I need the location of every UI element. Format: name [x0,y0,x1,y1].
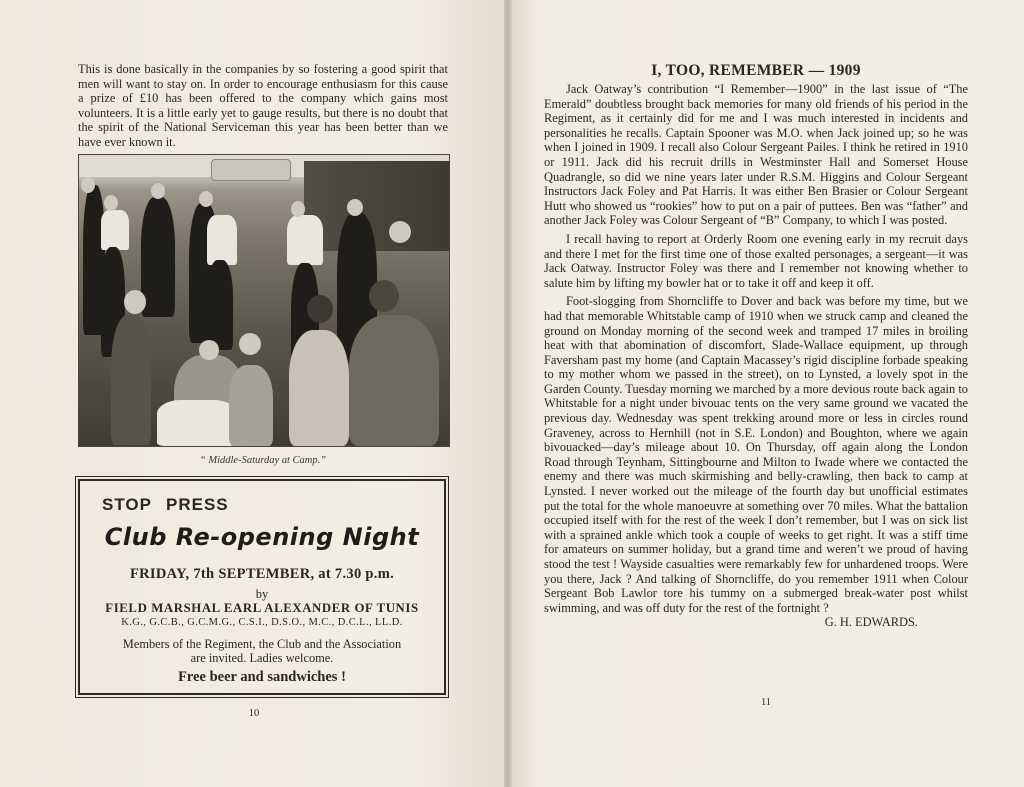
article-paragraph: Jack Oatway’s contribution “I Remember—1900” in the last issue of “The Emerald” doubtless brought back memories for many old friends of his period in the Regiment, as it certainly did for me and I was much interested in incidents and personalities he recalls. Captain Spooner was M.O. when Jack joined up; so he was when I joined in 1909. I recall also Colour Sergeant Pailes. I think he retired in 1910 or 1911. Jack did his recruit drills in Westminster Hall and Somerset House Quadrangle, so did we nine years later under R.S.M. Higgins and Colour Sergeant Instructors Jack Foley and Pat Harris. It was either Ben Brasier or Colour Sergeant Hutt who showed us “rookies” how to put on a pair of puttees. Ben was “father” and another Jack Foley was Colour Sergeant of “B” Company, to which I was posted. [544,82,968,228]
press-word: PRESS [165,495,229,514]
guest-name: FIELD MARSHAL EARL ALEXANDER OF TUNIS [105,601,419,615]
author-signature: G. H. EDWARDS. [824,615,918,630]
page-number-right: 11 [760,697,772,708]
article-title: I, TOO, REMEMBER — 1909 [651,62,861,79]
article-paragraph: I recall having to report at Orderly Room one evening early in my recruit days and there I met for the first time one of those exalted personages, a sergeant—it was Jack Oatway. Instructor Foley was there and I remember not knowing whether to salute him by lifting my bowler hat or to take it off and keep it off. [544,231,968,290]
by-line: by [255,587,269,601]
stop-press-title [102,495,229,515]
stop-press-notice [78,479,446,695]
photo-caption: “ Middle-Saturday at Camp.” [199,455,327,466]
left-page [0,0,508,787]
article-body [544,82,968,630]
book-gutter [504,0,512,787]
invitation-line-2: are invited. Ladies welcome. [190,651,334,665]
article-paragraph-text: Foot-slogging from Shorncliffe to Dover and back was before my time, but we had that memorable Whitstable camp of 1910 when we struck camp and cleaned the ground on Monday morning of the second week and tramped 17 miles in broiling heat with that abomination of discomfort, Slade-Wallace equipment, up through Faversham past my home (and Captain Macassey’s rigid discipline forbade speaking to my mother whom we passed in the street), on to Lynsted, a lovely spot in the Garden County. Tuesday morning we marched by a more devious route back again to Whitstable for a night under bivouac tents on the very same ground we vacated the previous day. Wednesday was spent trekking around more or less in circles round Graveney, across to Hernhill (not in S.E. London) and Boughton, where we again bivouacked—day’s mileage about 10. On Thursday, off again along the London Road through Teynham, Sittingbourne and Milton to Iwade where we contacted the enemy and there was much skirmishing and belly-crawling, then back to camp at Lynsted. I never worked out the mileage of the fourth day but unofficial estimates put the total for the whole manoeuvre at something over 70 miles. What the battalion occupied itself with for the rest of the week I don’t remember, but I was on sick list with a sprained ankle which took a couple of weeks to get right. It was a stiff time for amateurs on summer holiday, but a grand time and weren’t we proud of having stood the test ! Wayside casualties were remarkably few for unhardened troops. Were you there, Jack ? And talking of Shorncliffe, do you remember 1911 when Colour Sergeant Bob Lawlor tore his tummy on a submerged break-water post whilst swimming, and was off duty for the rest of the fortnight ? [544,294,968,615]
stop-word: STOP [102,495,152,514]
guest-honours: K.G., G.C.B., G.C.M.G., C.S.I., D.S.O., M.C., D.C.L., LL.D. [121,617,403,628]
refreshments-line: Free beer and sandwiches ! [178,669,346,685]
page-number-left: 10 [248,708,260,719]
article-paragraph [544,294,968,630]
event-heading: Club Re-opening Night [104,523,420,551]
event-date: FRIDAY, 7th SEPTEMBER, at 7.30 p.m. [129,566,395,582]
camp-photograph [78,154,450,447]
invitation-line-1: Members of the Regiment, the Club and the Association [122,637,402,651]
intro-paragraph: This is done basically in the companies by so fostering a good spirit that men will want to stay on. In order to encourage enthusiasm for this cause a prize of £10 has been offered to the company which gains most volunteers. It is a little early yet to gauge results, but there is no doubt that the spirit of the National Serviceman this year has been better than we have ever known it. [78,62,448,149]
